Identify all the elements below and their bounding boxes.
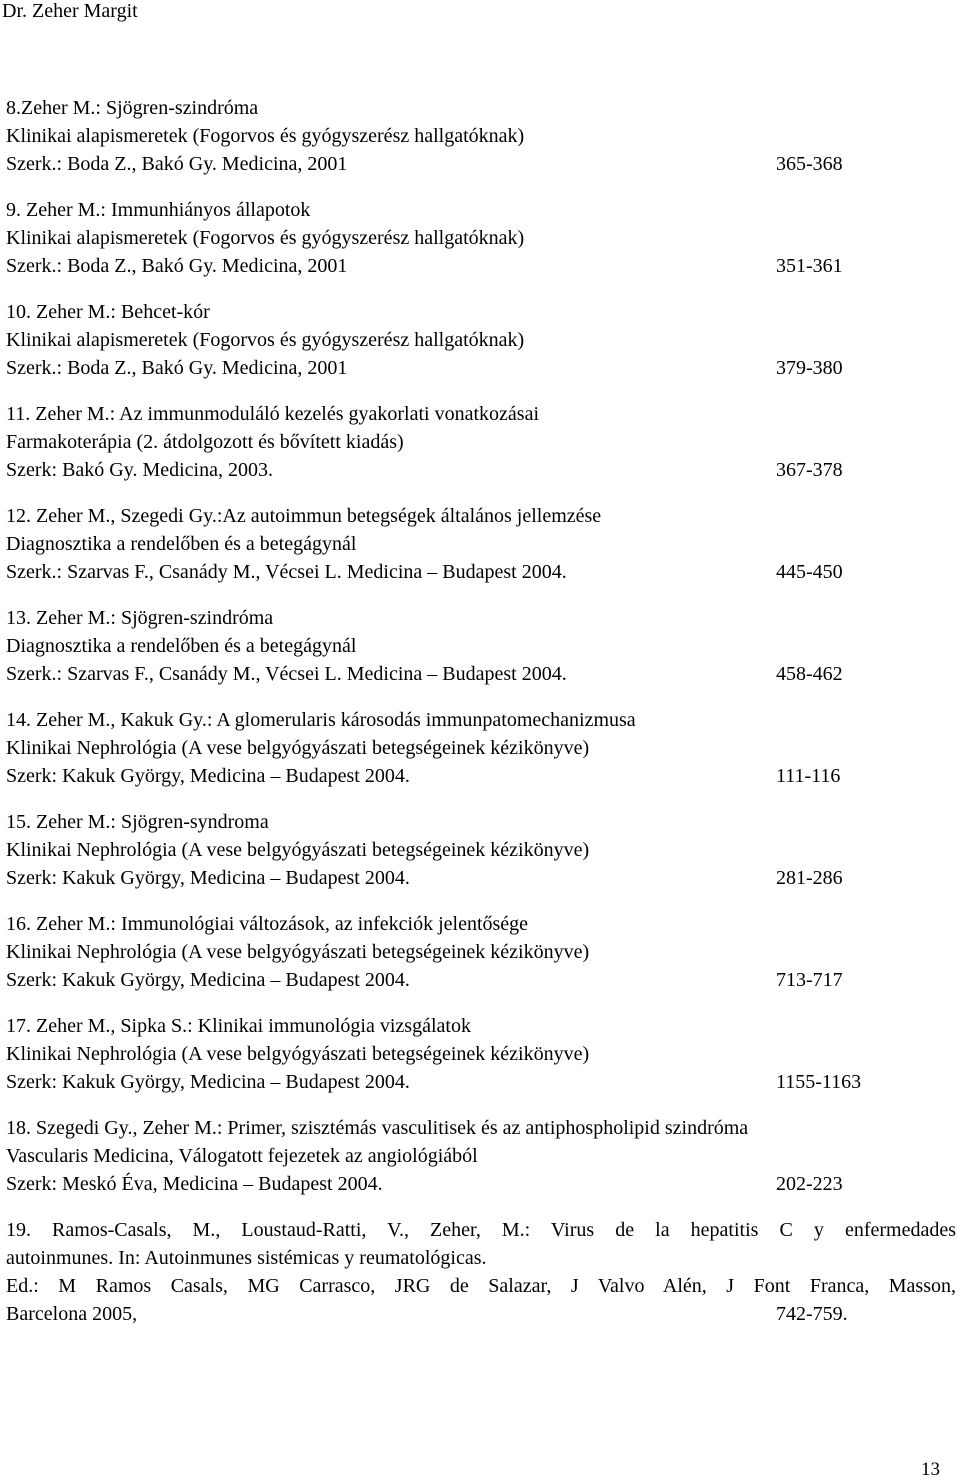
publication-entry bbox=[6, 196, 956, 280]
entry-editors: Szerk.: Boda Z., Bakó Gy. Medicina, 2001 bbox=[6, 153, 348, 175]
entry-book: Klinikai alapismeretek (Fogorvos és gyógyszerész hallgatóknak) bbox=[6, 329, 525, 351]
entry-editors: Szerk: Kakuk György, Medicina – Budapest 2004. bbox=[6, 867, 410, 889]
entry-editors: Szerk: Kakuk György, Medicina – Budapest 2004. bbox=[6, 765, 410, 787]
entry-book: Vascularis Medicina, Válogatott fejezetek az angiológiából bbox=[6, 1145, 478, 1167]
entry-editors: Szerk.: Szarvas F., Csanády M., Vécsei L. Medicina – Budapest 2004. bbox=[6, 561, 567, 583]
publication-entry bbox=[6, 808, 956, 892]
entry-title: 15. Zeher M.: Sjögren-syndroma bbox=[6, 811, 269, 833]
entry-pages: 351-361 bbox=[776, 255, 843, 277]
entry-editors: Ed.: M Ramos Casals, MG Carrasco, JRG de Salazar, J Valvo Alén, J Font Franca, Masson, bbox=[6, 1275, 956, 1297]
entry-editors: Szerk: Kakuk György, Medicina – Budapest 2004. bbox=[6, 969, 410, 991]
entry-editors-line bbox=[6, 456, 956, 484]
entry-book: Klinikai Nephrológia (A vese belgyógyászati betegségeinek kézikönyve) bbox=[6, 1043, 590, 1065]
entry-book: Klinikai alapismeretek (Fogorvos és gyógyszerész hallgatóknak) bbox=[6, 227, 525, 249]
publication-entry bbox=[6, 94, 956, 178]
entry-title: 13. Zeher M.: Sjögren-szindróma bbox=[6, 607, 274, 629]
publication-entry bbox=[6, 298, 956, 382]
entry-book: Diagnosztika a rendelőben és a betegágynál bbox=[6, 533, 357, 555]
entry-title: 9. Zeher M.: Immunhiányos állapotok bbox=[6, 199, 311, 221]
page-number: 13 bbox=[921, 1459, 940, 1480]
entry-pages: 202-223 bbox=[776, 1173, 843, 1195]
publication-entry bbox=[6, 706, 956, 790]
entry-pages: 365-368 bbox=[776, 153, 843, 175]
entry-editors-line bbox=[6, 966, 956, 994]
entry-book: Klinikai alapismeretek (Fogorvos és gyógyszerész hallgatóknak) bbox=[6, 125, 525, 147]
entry-editors: Szerk.: Boda Z., Bakó Gy. Medicina, 2001 bbox=[6, 357, 348, 379]
entry-book: Farmakoterápia (2. átdolgozott és bővített kiadás) bbox=[6, 431, 404, 453]
entry-book: Klinikai Nephrológia (A vese belgyógyászati betegségeinek kézikönyve) bbox=[6, 737, 590, 759]
publication-list bbox=[6, 94, 956, 1346]
publication-entry bbox=[6, 910, 956, 994]
entry-title: 12. Zeher M., Szegedi Gy.:Az autoimmun betegségek általános jellemzése bbox=[6, 505, 602, 527]
entry-publisher: Barcelona 2005, bbox=[6, 1303, 138, 1325]
entry-pages: 379-380 bbox=[776, 357, 843, 379]
entry-editors-line bbox=[6, 354, 956, 382]
publication-entry bbox=[6, 400, 956, 484]
entry-pages: 1155-1163 bbox=[776, 1071, 862, 1093]
entry-editors-line bbox=[6, 1170, 956, 1198]
entry-editors-line bbox=[6, 1068, 956, 1096]
entry-title: 11. Zeher M.: Az immunmoduláló kezelés gyakorlati vonatkozásai bbox=[6, 403, 539, 425]
entry-pages: 281-286 bbox=[776, 867, 843, 889]
entry-editors: Szerk: Kakuk György, Medicina – Budapest 2004. bbox=[6, 1071, 410, 1093]
entry-editors: Szerk.: Szarvas F., Csanády M., Vécsei L. Medicina – Budapest 2004. bbox=[6, 663, 567, 685]
publication-entry bbox=[6, 502, 956, 586]
entry-editors-line bbox=[6, 660, 956, 688]
entry-editors-line bbox=[6, 864, 956, 892]
entry-title: 14. Zeher M., Kakuk Gy.: A glomerularis károsodás immunpatomechanizmusa bbox=[6, 709, 636, 731]
entry-editors-line bbox=[6, 252, 956, 280]
entry-editors-line bbox=[6, 1300, 956, 1328]
entry-pages: 111-116 bbox=[776, 765, 841, 787]
entry-title: 19. Ramos-Casals, M., Loustaud-Ratti, V., Zeher, M.: Virus de la hepatitis C y enfermedades bbox=[6, 1219, 956, 1241]
entry-pages: 445-450 bbox=[776, 561, 843, 583]
entry-pages: 742-759. bbox=[776, 1303, 848, 1325]
publication-entry bbox=[6, 604, 956, 688]
entry-title: 17. Zeher M., Sipka S.: Klinikai immunológia vizsgálatok bbox=[6, 1015, 471, 1037]
entry-book: autoinmunes. In: Autoinmunes sistémicas y reumatológicas. bbox=[6, 1247, 487, 1269]
entry-book: Diagnosztika a rendelőben és a betegágynál bbox=[6, 635, 357, 657]
page-header-author: Dr. Zeher Margit bbox=[2, 0, 138, 22]
entry-pages: 367-378 bbox=[776, 459, 843, 481]
entry-editors: Szerk: Bakó Gy. Medicina, 2003. bbox=[6, 459, 273, 481]
entry-book: Klinikai Nephrológia (A vese belgyógyászati betegségeinek kézikönyve) bbox=[6, 839, 590, 861]
entry-title: 16. Zeher M.: Immunológiai változások, az infekciók jelentősége bbox=[6, 913, 529, 935]
entry-editors-line bbox=[6, 762, 956, 790]
entry-editors-line bbox=[6, 150, 956, 178]
entry-title: 8.Zeher M.: Sjögren-szindróma bbox=[6, 97, 259, 119]
entry-editors-line bbox=[6, 558, 956, 586]
entry-pages: 713-717 bbox=[776, 969, 843, 991]
publication-entry bbox=[6, 1114, 956, 1198]
entry-title: 10. Zeher M.: Behcet-kór bbox=[6, 301, 210, 323]
entry-editors: Szerk.: Boda Z., Bakó Gy. Medicina, 2001 bbox=[6, 255, 348, 277]
entry-book: Klinikai Nephrológia (A vese belgyógyászati betegségeinek kézikönyve) bbox=[6, 941, 590, 963]
entry-editors: Szerk: Meskó Éva, Medicina – Budapest 2004. bbox=[6, 1173, 383, 1195]
entry-pages: 458-462 bbox=[776, 663, 843, 685]
entry-title: 18. Szegedi Gy., Zeher M.: Primer, szisztémás vasculitisek és az antiphospholipid szindróma bbox=[6, 1117, 749, 1139]
publication-entry bbox=[6, 1012, 956, 1096]
publication-entry bbox=[6, 1216, 956, 1328]
